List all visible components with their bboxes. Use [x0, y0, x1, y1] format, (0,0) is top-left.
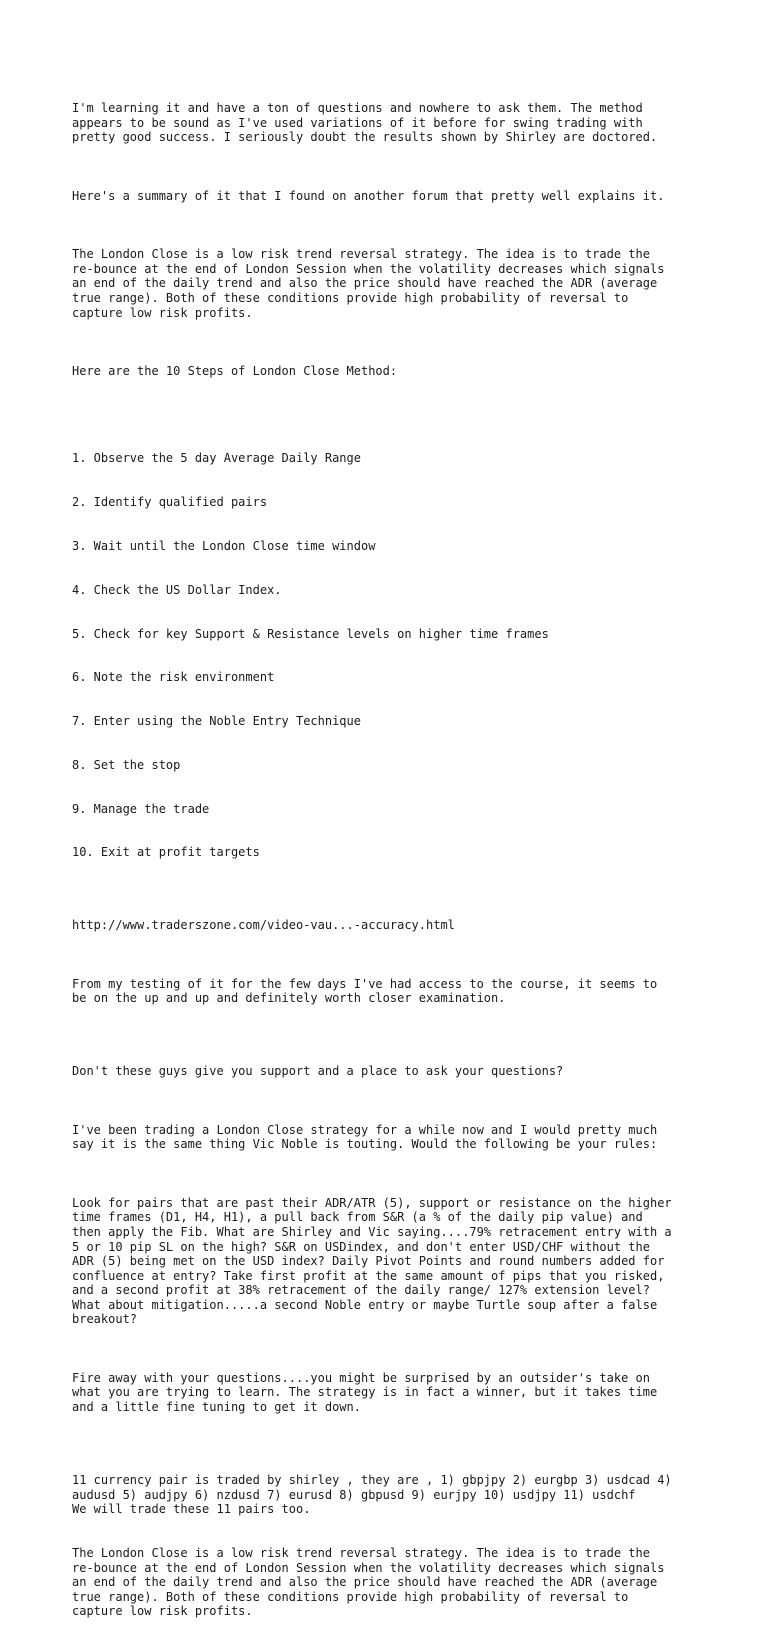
trading-experience: I've been trading a London Close strategy for a while now and I would pretty much say it is the same thing Vic Noble is touting. Would the following be your rules:	[72, 1122, 658, 1152]
video-link[interactable]: http://www.traderszone.com/video-vau...-accuracy.html	[72, 918, 455, 933]
strategy-description-repeat: The London Close is a low risk trend reversal strategy. The idea is to trade the re-bounce at the end of London Session when the volatility decreases which signals an end of the daily trend and also the price should have reached the ADR (average true range). Both of these conditions provide high probability of reversal to capture low risk profits.	[72, 1545, 665, 1619]
step-item: 7. Enter using the Noble Entry Technique	[72, 714, 361, 729]
step-item: 9. Manage the trade	[72, 801, 210, 816]
strategy-description: The London Close is a low risk trend reversal strategy. The idea is to trade the re-bounce at the end of London Session when the volatility decreases which signals an end of the daily trend and also the price should have reached the ADR (average true range). Both of these conditions provide high probability of reversal to capture low risk profits.	[72, 247, 665, 320]
step-item: 6. Note the risk environment	[72, 670, 275, 685]
support-question: Don't these guys give you support and a place to ask your questions?	[72, 1064, 564, 1079]
step-item: 10. Exit at profit targets	[72, 845, 260, 860]
fire-away-paragraph: Fire away with your questions....you might be surprised by an outsider's take on what you are trying to learn. The strategy is in fact a winner, but it takes time and a little fine tuning to get it down.	[72, 1370, 658, 1415]
step-item: 8. Set the stop	[72, 757, 181, 772]
step-item: 5. Check for key Support & Resistance levels on higher time frames	[72, 626, 549, 641]
steps-heading: Here are the 10 Steps of London Close Method:	[72, 363, 398, 378]
step-item: 2. Identify qualified pairs	[72, 495, 268, 510]
document-body	[72, 72, 712, 1634]
step-item: 1. Observe the 5 day Average Daily Range	[72, 451, 361, 466]
currency-pairs-paragraph: 11 currency pair is traded by shirley , they are , 1) gbpjpy 2) eurgbp 3) usdcad 4) audusd 5) audjpy 6) nzdusd 7) eurusd 8) gbpusd 9) eurjpy 10) usdjpy 11) usdchf We will trade these 11 pairs too.	[72, 1473, 672, 1517]
summary-intro: Here's a summary of it that I found on another forum that pretty well explains it.	[72, 188, 665, 203]
step-item: 4. Check the US Dollar Index.	[72, 582, 282, 597]
steps-list	[72, 422, 712, 889]
rules-paragraph: Look for pairs that are past their ADR/ATR (5), support or resistance on the higher time frames (D1, H4, H1), a pull back from S&R (a % of the daily pip value) and then apply the Fib. What are Shirley and Vic saying....79% retracement entry with a 5 or 10 pip SL on the high? S&R on USDindex, and don't enter USD/CHF without the ADR (5) being met on the USD index? Daily Pivot Points and round numbers added for confluence at entry? Take first profit at the same amount of pips that you risked, and a second profit at 38% retracement of the daily range/ 127% extension level? What about mitigation.....a second Noble entry or maybe Turtle soup after a false breakout?	[72, 1195, 672, 1327]
testing-paragraph: From my testing of it for the few days I've had access to the course, it seems to be on the up and up and definitely worth closer examination.	[72, 976, 658, 1006]
intro-paragraph: I'm learning it and have a ton of questions and nowhere to ask them. The method appears to be sound as I've used variations of it before for swing trading with pretty good success. I seriously doubt the results shown by Shirley are doctored.	[72, 101, 658, 145]
step-item: 3. Wait until the London Close time window	[72, 539, 376, 553]
